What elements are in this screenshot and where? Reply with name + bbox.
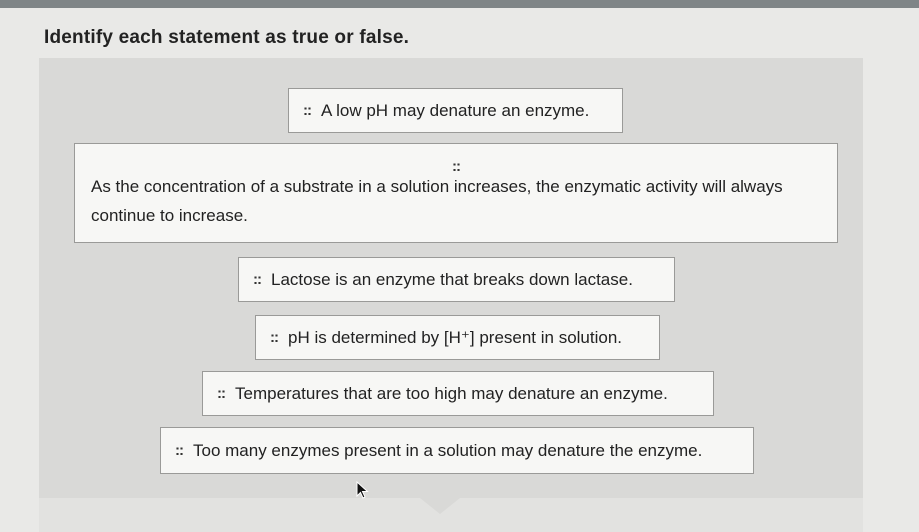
statement-card-too-many-enzymes[interactable] (160, 427, 754, 474)
drag-handle-icon: :: (253, 271, 261, 288)
statement-card-lactose[interactable] (238, 257, 675, 302)
statement-card-ph-h[interactable] (255, 315, 660, 360)
statement-card-temperature[interactable] (202, 371, 714, 416)
drag-handle-icon: :: (175, 442, 183, 459)
question-prompt: Identify each statement as true or false. (44, 27, 410, 48)
statement-card-low-ph[interactable] (288, 88, 623, 133)
drag-handle-icon: :: (217, 385, 225, 402)
statement-card-substrate[interactable] (74, 143, 838, 243)
drag-handle-icon: :: (303, 102, 311, 119)
mouse-cursor-icon (356, 481, 370, 499)
statement-text: As the concentration of a substrate in a solution increases, the enzymatic activity will always continue to increase. (91, 177, 783, 225)
statement-text: Lactose is an enzyme that breaks down lactase. (271, 269, 633, 289)
drop-zone-pointer (420, 498, 460, 514)
top-bar (0, 0, 919, 8)
drag-handle-icon: :: (270, 329, 278, 346)
statement-text: Temperatures that are too high may denature an enzyme. (235, 383, 668, 403)
statement-text: pH is determined by [H⁺] present in solution. (288, 327, 623, 347)
statement-text: Too many enzymes present in a solution may denature the enzyme. (193, 440, 703, 460)
statement-text: A low pH may denature an enzyme. (321, 100, 590, 120)
drag-handle-icon: :: (452, 158, 460, 175)
